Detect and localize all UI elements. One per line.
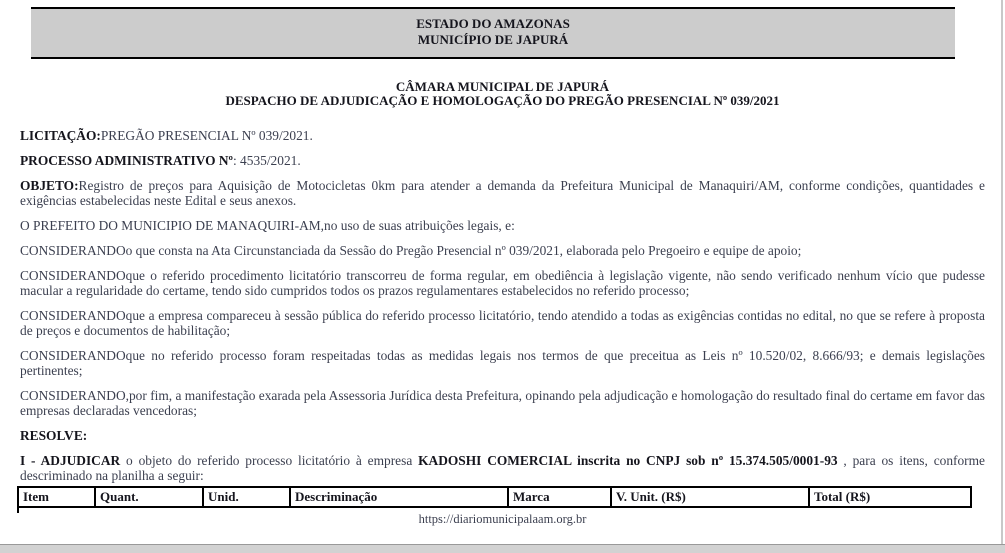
banner-state-line: ESTADO DO AMAZONAS [416, 16, 570, 31]
paragraph-considerando-5: CONSIDERANDO,por fim, a manifestação exarada pela Assessoria Jurídica desta Prefeitura, opinando pela adjudicação e homologação do resultado final do certame em favor das empresas declaradas vencedoras; [20, 388, 985, 418]
field-processo-label: PROCESSO ADMINISTRATIVO Nº [20, 153, 233, 168]
column-header-item: Item [18, 487, 95, 507]
paragraph-adjudicar [20, 453, 985, 483]
field-licitacao [20, 128, 985, 143]
document-title [0, 80, 1005, 108]
document-body [20, 128, 985, 493]
column-header-total: Total (R$) [809, 487, 971, 507]
paragraph-considerando-3: CONSIDERANDOque a empresa compareceu à sessão pública do referido processo licitatório, tendo atendido a todas as exigências contidas no edital, no que se refere à proposta de preços e documentos de habilitação; [20, 308, 985, 338]
paragraph-considerando-2: CONSIDERANDOque o referido procedimento licitatório transcorreu de forma regular, em obediência à legislação vigente, não sendo verificado nenhum vício que pudesse macular a regularidade do certame, tendo sido cumpridos todos os prazos regulamentares estabelecidos no referido processo; [20, 268, 985, 298]
paragraph-preamble: O PREFEITO DO MUNICIPIO DE MANAQUIRI-AM,no uso de suas atribuições legais, e: [20, 218, 515, 233]
field-processo-value: : 4535/2021. [232, 153, 301, 168]
resolve-label: RESOLVE: [20, 428, 88, 443]
footer-source-url: https://diariomunicipalaam.org.br [418, 512, 587, 526]
field-processo [20, 153, 985, 168]
adjudicar-text-after: , para os itens, conforme descriminado na planilha a seguir: [20, 453, 986, 483]
document-title-subject: DESPACHO DE ADJUDICAÇÃO E HOMOLOGAÇÃO DO PREGÃO PRESENCIAL Nº 039/2021 [225, 93, 780, 108]
column-header-quant: Quant. [95, 487, 203, 507]
column-header-descriminacao: Descriminação [290, 487, 508, 507]
field-objeto-label: OBJETO: [20, 178, 79, 193]
banner-municipality-line: MUNICÍPIO DE JAPURÁ [417, 32, 569, 47]
adjudicar-text-before: o objeto do referido processo licitatório à empresa [120, 453, 419, 468]
page-right-edge-divider [1001, 0, 1003, 544]
column-header-marca: Marca [508, 487, 611, 507]
document-title-entity: CÂMARA MUNICIPAL DE JAPURÁ [395, 79, 610, 94]
paragraph-considerando-1: CONSIDERANDOo que consta na Ata Circunstanciada da Sessão do Pregão Presencial nº 039/2021, elaborada pelo Pregoeiro e equipe de apoio; [20, 243, 802, 258]
field-licitacao-value: PREGÃO PRESENCIAL Nº 039/2021. [100, 128, 313, 143]
adjudicar-company-name: KADOSHI COMERCIAL inscrita no CNPJ sob nº 15.374.505/0001-93 [418, 453, 838, 468]
field-objeto-value: Registro de preços para Aquisição de Motocicletas 0km para atender a demanda da Prefeitura Municipal de Manaquiri/AM, conforme condições, quantidades e exigências estabelecidas neste Edital e seus anexos. [20, 178, 985, 208]
paragraph-resolve [20, 428, 985, 443]
column-header-unid: Unid. [203, 487, 290, 507]
paragraph-considerando-4: CONSIDERANDOque no referido processo foram respeitadas todas as medidas legais nos termos de que preceitua as Leis nº 10.520/02, 8.666/93; e demais legislações pertinentes; [20, 348, 985, 378]
state-header-banner [31, 7, 955, 59]
items-table-header-row [18, 487, 971, 507]
field-licitacao-label: LICITAÇÃO: [20, 128, 101, 143]
items-table [17, 486, 972, 508]
adjudicar-item-label: I - ADJUDICAR [20, 453, 121, 468]
page-bottom-bar [0, 544, 1005, 553]
column-header-v-unit: V. Unit. (R$) [611, 487, 809, 507]
field-objeto [20, 178, 985, 208]
